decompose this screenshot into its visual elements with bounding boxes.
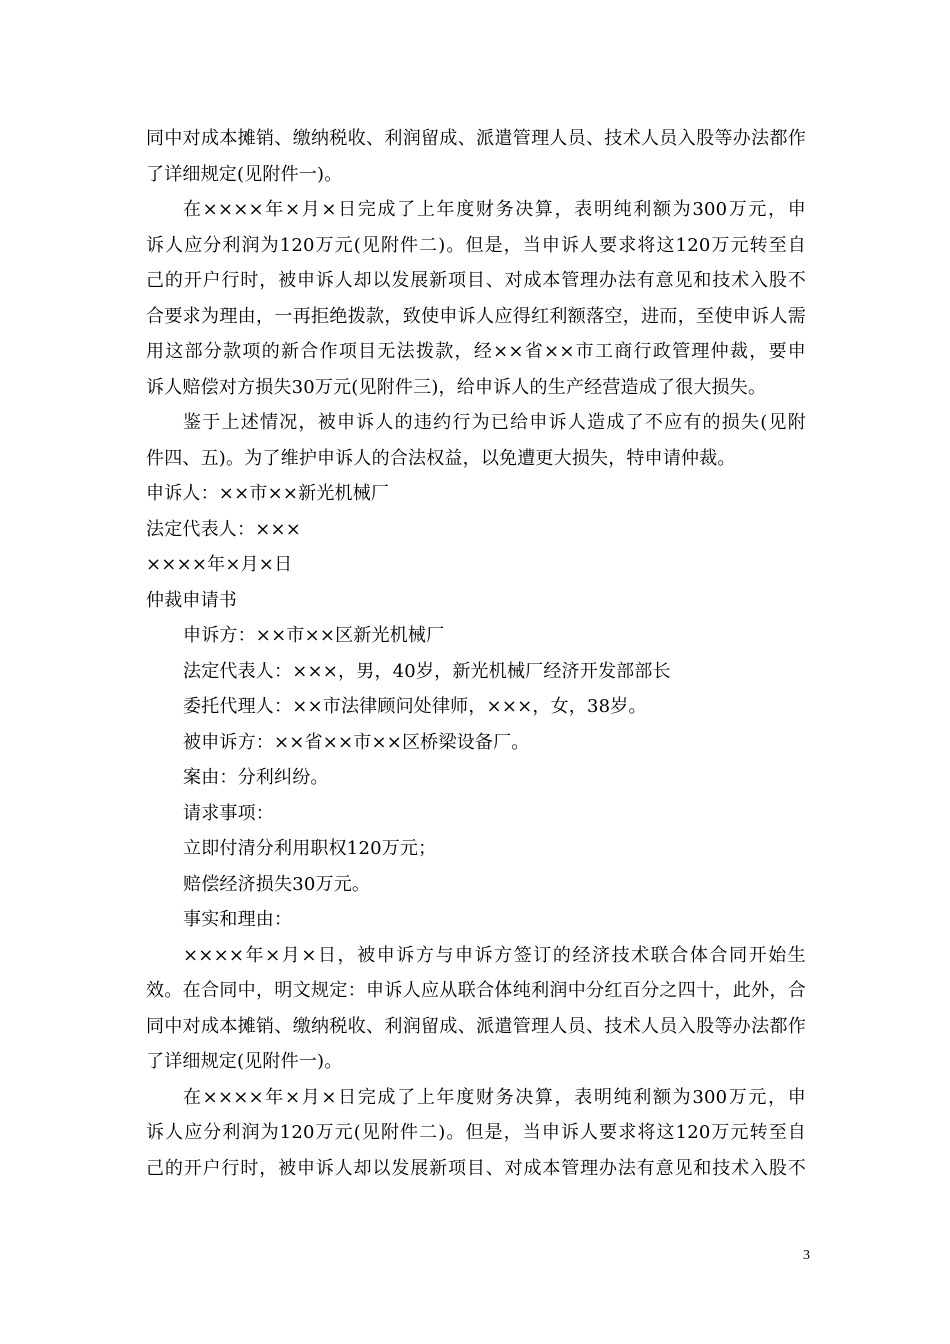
text-line: 在××××年×月×日完成了上年度财务决算，表明纯利额为300万元，申 — [183, 199, 806, 220]
text-line: 仲裁申请书 — [146, 589, 237, 611]
text-line: 案由：分利纠纷。 — [183, 767, 329, 788]
text-line: 己的开户行时，被申诉人却以发展新项目、对成本管理办法有意见和技术入股不 — [146, 270, 806, 291]
text-line: 了详细规定(见附件一)。 — [146, 163, 343, 185]
text-line: 立即付清分利用职权120万元； — [183, 838, 437, 859]
text-line: 用这部分款项的新合作项目无法拨款，经××省××市工商行政管理仲裁，要申 — [146, 341, 806, 362]
text-line: 同中对成本摊销、缴纳税收、利润留成、派遣管理人员、技术人员入股等办法都作 — [146, 1015, 806, 1037]
text-line: 事实和理由： — [183, 909, 293, 930]
text-line: 在××××年×月×日完成了上年度财务决算，表明纯利额为300万元，申 — [183, 1086, 806, 1108]
text-line: 诉人应分利润为120万元(见附件二)。但是，当申诉人要求将这120万元转至自 — [146, 234, 806, 256]
text-line: 件四、五)。为了维护申诉人的合法权益，以免遭更大损失，特申请仲裁。 — [146, 447, 736, 469]
text-line: 被申诉方：××省××市××区桥梁设备厂。 — [183, 731, 530, 753]
text-line: 效。在合同中，明文规定：申诉人应从联合体纯利润中分红百分之四十，此外，合 — [146, 980, 806, 1001]
text-line: 诉人赔偿对方损失30万元(见附件三)，给申诉人的生产经营造成了很大损失。 — [146, 376, 767, 398]
text-line: 赔偿经济损失30万元。 — [183, 873, 371, 895]
text-line: 委托代理人：××市法律顾问处律师，×××，女，38岁。 — [183, 696, 647, 717]
text-line: 同中对成本摊销、缴纳税收、利润留成、派遣管理人员、技术人员入股等办法都作 — [146, 128, 806, 149]
page-number: 3 — [803, 1248, 810, 1263]
document-body — [146, 121, 806, 1186]
text-line: 申诉人：××市××新光机械厂 — [146, 483, 390, 504]
text-line: 法定代表人：×××，男，40岁，新光机械厂经济开发部部长 — [183, 660, 671, 682]
text-line: 了详细规定(见附件一)。 — [146, 1051, 343, 1072]
text-line: ××××年×月×日，被申诉方与申诉方签订的经济技术联合体合同开始生 — [183, 944, 806, 966]
text-line: 合要求为理由，一再拒绝拨款，致使申诉人应得红利额落空，进而，至使申诉人需 — [146, 305, 806, 327]
text-line: 请求事项： — [183, 802, 274, 824]
text-line: 鉴于上述情况，被申诉人的违约行为已给申诉人造成了不应有的损失(见附 — [183, 412, 806, 433]
text-line: ××××年×月×日 — [146, 554, 293, 575]
text-line: 法定代表人：××× — [146, 518, 302, 540]
text-line: 申诉方：××市××区新光机械厂 — [183, 625, 445, 646]
text-line: 诉人应分利润为120万元(见附件二)。但是，当申诉人要求将这120万元转至自 — [146, 1122, 806, 1143]
text-line: 己的开户行时，被申诉人却以发展新项目、对成本管理办法有意见和技术入股不 — [146, 1157, 806, 1179]
